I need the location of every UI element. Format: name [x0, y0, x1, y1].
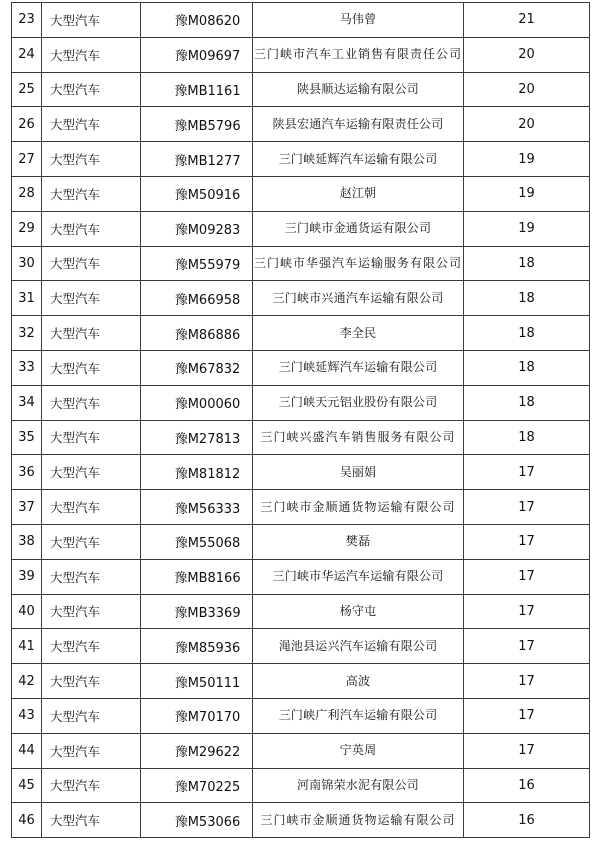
table-row	[12, 594, 590, 629]
table-row	[12, 281, 590, 316]
row-number-cell: 43	[12, 698, 42, 733]
violation-count-cell: 20	[464, 72, 590, 107]
owner-cell: 三门峡市金通货运有限公司	[253, 211, 464, 246]
violation-count-cell: 20	[464, 37, 590, 72]
row-number-cell: 42	[12, 664, 42, 699]
owner-cell: 三门峡广利汽车运输有限公司	[253, 698, 464, 733]
row-number-cell: 34	[12, 385, 42, 420]
owner-cell: 三门峡市金顺通货物运输有限公司	[253, 803, 464, 838]
table-row	[12, 37, 590, 72]
violation-count-cell: 19	[464, 142, 590, 177]
plate-number-cell: 豫MB5796	[141, 107, 253, 142]
owner-cell: 三门峡市金顺通货物运输有限公司	[253, 490, 464, 525]
plate-number-cell: 豫MB8166	[141, 559, 253, 594]
vehicle-type-cell: 大型汽车	[42, 350, 141, 385]
owner-cell: 三门峡天元铝业股份有限公司	[253, 385, 464, 420]
plate-number-cell: 豫M09697	[141, 37, 253, 72]
vehicle-type-cell: 大型汽车	[42, 490, 141, 525]
table-row	[12, 490, 590, 525]
table-row	[12, 211, 590, 246]
row-number-cell: 44	[12, 733, 42, 768]
vehicle-type-cell: 大型汽车	[42, 316, 141, 351]
plate-number-cell: 豫M53066	[141, 803, 253, 838]
plate-number-cell: 豫M67832	[141, 350, 253, 385]
owner-cell: 陕县宏通汽车运输有限责任公司	[253, 107, 464, 142]
row-number-cell: 39	[12, 559, 42, 594]
owner-cell: 樊磊	[253, 524, 464, 559]
table-row	[12, 142, 590, 177]
violation-count-cell: 17	[464, 698, 590, 733]
vehicle-type-cell: 大型汽车	[42, 176, 141, 211]
table-row	[12, 385, 590, 420]
vehicle-type-cell: 大型汽车	[42, 142, 141, 177]
table-row	[12, 316, 590, 351]
plate-number-cell: 豫M55068	[141, 524, 253, 559]
vehicle-type-cell: 大型汽车	[42, 524, 141, 559]
vehicle-type-cell: 大型汽车	[42, 768, 141, 803]
owner-cell: 杨守屯	[253, 594, 464, 629]
table-row	[12, 768, 590, 803]
table-row	[12, 3, 590, 38]
table-row	[12, 72, 590, 107]
owner-cell: 河南锦荣水泥有限公司	[253, 768, 464, 803]
owner-cell: 三门峡延辉汽车运输有限公司	[253, 142, 464, 177]
row-number-cell: 30	[12, 246, 42, 281]
plate-number-cell: 豫M66958	[141, 281, 253, 316]
row-number-cell: 40	[12, 594, 42, 629]
plate-number-cell: 豫MB1277	[141, 142, 253, 177]
violation-count-cell: 17	[464, 524, 590, 559]
owner-cell: 三门峡市汽车工业销售有限责任公司	[253, 37, 464, 72]
violation-count-cell: 18	[464, 281, 590, 316]
owner-cell: 李全民	[253, 316, 464, 351]
vehicle-type-cell: 大型汽车	[42, 559, 141, 594]
violation-ranking-table	[11, 2, 590, 838]
plate-number-cell: 豫M70225	[141, 768, 253, 803]
plate-number-cell: 豫MB1161	[141, 72, 253, 107]
vehicle-type-cell: 大型汽车	[42, 733, 141, 768]
row-number-cell: 28	[12, 176, 42, 211]
plate-number-cell: 豫M55979	[141, 246, 253, 281]
row-number-cell: 29	[12, 211, 42, 246]
row-number-cell: 41	[12, 629, 42, 664]
vehicle-type-cell: 大型汽车	[42, 246, 141, 281]
table-row	[12, 524, 590, 559]
violation-count-cell: 17	[464, 629, 590, 664]
vehicle-type-cell: 大型汽车	[42, 420, 141, 455]
plate-number-cell: 豫M56333	[141, 490, 253, 525]
row-number-cell: 38	[12, 524, 42, 559]
vehicle-type-cell: 大型汽车	[42, 629, 141, 664]
owner-cell: 三门峡市华运汽车运输有限公司	[253, 559, 464, 594]
violation-count-cell: 18	[464, 385, 590, 420]
table-row	[12, 176, 590, 211]
plate-number-cell: 豫M85936	[141, 629, 253, 664]
owner-cell: 三门峡延辉汽车运输有限公司	[253, 350, 464, 385]
owner-cell: 高波	[253, 664, 464, 699]
violation-count-cell: 18	[464, 316, 590, 351]
vehicle-type-cell: 大型汽车	[42, 803, 141, 838]
row-number-cell: 26	[12, 107, 42, 142]
owner-cell: 三门峡市华强汽车运输服务有限公司	[253, 246, 464, 281]
owner-cell: 吴丽娟	[253, 455, 464, 490]
violation-count-cell: 21	[464, 3, 590, 38]
owner-cell: 三门峡市兴通汽车运输有限公司	[253, 281, 464, 316]
table-row	[12, 246, 590, 281]
row-number-cell: 27	[12, 142, 42, 177]
row-number-cell: 45	[12, 768, 42, 803]
row-number-cell: 25	[12, 72, 42, 107]
row-number-cell: 36	[12, 455, 42, 490]
row-number-cell: 46	[12, 803, 42, 838]
table-row	[12, 455, 590, 490]
plate-number-cell: 豫M29622	[141, 733, 253, 768]
violation-count-cell: 18	[464, 246, 590, 281]
table-row	[12, 420, 590, 455]
vehicle-type-cell: 大型汽车	[42, 37, 141, 72]
owner-cell: 宁英周	[253, 733, 464, 768]
violation-count-cell: 17	[464, 559, 590, 594]
plate-number-cell: 豫M09283	[141, 211, 253, 246]
table-row	[12, 559, 590, 594]
vehicle-type-cell: 大型汽车	[42, 455, 141, 490]
table-row	[12, 664, 590, 699]
violation-count-cell: 17	[464, 733, 590, 768]
row-number-cell: 32	[12, 316, 42, 351]
owner-cell: 渑池县运兴汽车运输有限公司	[253, 629, 464, 664]
table-row	[12, 698, 590, 733]
table-body	[12, 3, 590, 838]
table-row	[12, 733, 590, 768]
vehicle-type-cell: 大型汽车	[42, 281, 141, 316]
vehicle-type-cell: 大型汽车	[42, 664, 141, 699]
violation-count-cell: 19	[464, 176, 590, 211]
row-number-cell: 31	[12, 281, 42, 316]
violation-count-cell: 18	[464, 350, 590, 385]
table-row	[12, 350, 590, 385]
table-row	[12, 107, 590, 142]
violation-count-cell: 16	[464, 768, 590, 803]
table-row	[12, 629, 590, 664]
plate-number-cell: 豫M70170	[141, 698, 253, 733]
plate-number-cell: 豫M50111	[141, 664, 253, 699]
plate-number-cell: 豫MB3369	[141, 594, 253, 629]
vehicle-type-cell: 大型汽车	[42, 698, 141, 733]
owner-cell: 马伟曾	[253, 3, 464, 38]
table-row	[12, 803, 590, 838]
row-number-cell: 23	[12, 3, 42, 38]
violation-count-cell: 17	[464, 490, 590, 525]
plate-number-cell: 豫M08620	[141, 3, 253, 38]
vehicle-type-cell: 大型汽车	[42, 3, 141, 38]
violation-count-cell: 16	[464, 803, 590, 838]
violation-count-cell: 17	[464, 664, 590, 699]
plate-number-cell: 豫M86886	[141, 316, 253, 351]
row-number-cell: 35	[12, 420, 42, 455]
plate-number-cell: 豫M27813	[141, 420, 253, 455]
owner-cell: 陕县顺达运输有限公司	[253, 72, 464, 107]
plate-number-cell: 豫M81812	[141, 455, 253, 490]
row-number-cell: 24	[12, 37, 42, 72]
plate-number-cell: 豫M50916	[141, 176, 253, 211]
vehicle-type-cell: 大型汽车	[42, 72, 141, 107]
violation-count-cell: 17	[464, 594, 590, 629]
violation-count-cell: 17	[464, 455, 590, 490]
vehicle-type-cell: 大型汽车	[42, 385, 141, 420]
violation-count-cell: 18	[464, 420, 590, 455]
violation-count-cell: 20	[464, 107, 590, 142]
violation-count-cell: 19	[464, 211, 590, 246]
vehicle-type-cell: 大型汽车	[42, 107, 141, 142]
owner-cell: 三门峡兴盛汽车销售服务有限公司	[253, 420, 464, 455]
row-number-cell: 33	[12, 350, 42, 385]
plate-number-cell: 豫M00060	[141, 385, 253, 420]
row-number-cell: 37	[12, 490, 42, 525]
vehicle-type-cell: 大型汽车	[42, 594, 141, 629]
vehicle-type-cell: 大型汽车	[42, 211, 141, 246]
owner-cell: 赵江朝	[253, 176, 464, 211]
